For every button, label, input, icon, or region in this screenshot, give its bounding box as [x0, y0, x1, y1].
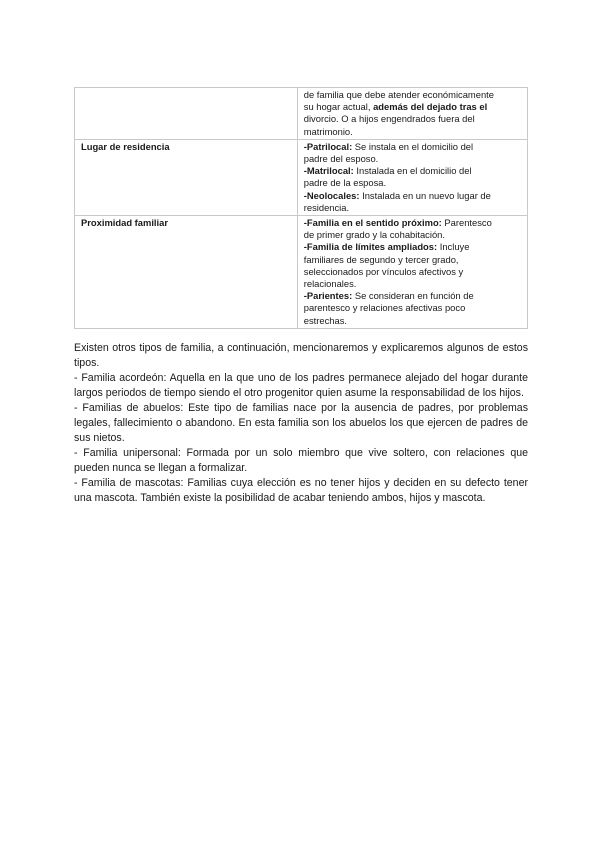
bold-term: -Familia de límites ampliados: — [303, 241, 438, 253]
table-cell-description — [297, 88, 527, 140]
description-text: parentesco y relaciones afectivas poco — [303, 302, 466, 314]
table-row-proximidad — [75, 216, 528, 329]
description-line — [304, 241, 523, 253]
description-text: Instalada en un nuevo lugar de — [359, 189, 491, 201]
description-line — [304, 278, 523, 290]
description-line — [304, 254, 523, 266]
description-line — [304, 302, 523, 314]
paragraph-familia-unipersonal: - Familia unipersonal: Formada por un solo miembro que vive soltero, con relaciones que pueden nunca se llegan a formalizar. — [74, 447, 528, 474]
description-text: Incluye — [437, 241, 470, 253]
description-text: Parentesco — [441, 217, 492, 229]
bold-term: -Familia en el sentido próximo: — [303, 217, 442, 229]
description-line — [304, 315, 523, 327]
body-text — [74, 341, 528, 506]
description-line — [304, 217, 523, 229]
description-line — [304, 229, 523, 241]
bold-term: -Patrilocal: — [303, 140, 353, 152]
table-row-continuation — [75, 88, 528, 140]
description-line — [304, 141, 523, 153]
description-line — [304, 89, 523, 101]
paragraph-familias-de-abuelos: - Familias de abuelos: Este tipo de familias nace por la ausencia de padres, por problemas legales, fallecimiento o abandono. En esta familia son los abuelos los que ejercen de padres de sus nietos. — [74, 402, 528, 444]
description-line — [304, 165, 523, 177]
description-text: residencia. — [303, 201, 350, 213]
description-line — [304, 266, 523, 278]
bold-term: -Neolocales: — [303, 189, 360, 201]
description-line — [304, 290, 523, 302]
paragraph-familia-acordeon: - Familia acordeón: Aquella en la que uno de los padres permanece alejado del hogar durante largos periodos de tiempo siendo el otro progenitor quien asume la responsabilidad de los hijos. — [74, 372, 528, 399]
description-text: de primer grado y la cohabitación. — [303, 229, 445, 241]
description-text: padre del esposo. — [303, 153, 379, 165]
description-text: estrechas. — [303, 314, 347, 326]
description-text: de familia que debe atender económicamente — [303, 89, 494, 100]
description-line — [304, 113, 523, 125]
description-text: matrimonio. — [303, 125, 353, 137]
description-text: padre de la esposa. — [303, 177, 387, 189]
description-text: familiares de segundo y tercer grado, — [303, 253, 459, 265]
bold-term: -Parientes: — [303, 290, 353, 302]
table-cell-label: Lugar de residencia — [75, 139, 298, 215]
description-text: Instalada en el domicilio del — [353, 165, 472, 177]
description-text: Se instala en el domicilio del — [352, 140, 474, 152]
paragraph-familia-de-mascotas: - Familia de mascotas: Familias cuya elección es no tener hijos y deciden en su defecto tener una mascota. También existe la posibilidad de acabar teniendo ambos, hijos y mascota. — [74, 477, 528, 504]
bold-term: -Matrilocal: — [303, 165, 354, 177]
description-text: relacionales. — [303, 278, 357, 290]
table-row-residencia — [75, 139, 528, 215]
table-cell-description — [297, 216, 527, 329]
description-line — [304, 177, 523, 189]
description-line — [304, 101, 523, 113]
description-text: Se consideran en función de — [352, 290, 474, 302]
description-text: su hogar actual, — [303, 101, 374, 113]
table-cell-label — [75, 88, 298, 140]
table-cell-description — [297, 139, 527, 215]
table-cell-label: Proximidad familiar — [75, 216, 298, 329]
description-line — [304, 202, 523, 214]
description-line — [304, 190, 523, 202]
paragraph-intro: Existen otros tipos de familia, a continuación, mencionaremos y explicaremos algunos de estos tipos. — [74, 342, 528, 369]
family-types-table — [74, 87, 528, 329]
description-text: seleccionados por vínculos afectivos y — [303, 265, 464, 277]
description-line — [304, 153, 523, 165]
description-text: divorcio. O a hijos engendrados fuera del — [303, 113, 475, 125]
bold-term: además del dejado tras el — [373, 101, 488, 113]
description-line — [304, 126, 523, 138]
